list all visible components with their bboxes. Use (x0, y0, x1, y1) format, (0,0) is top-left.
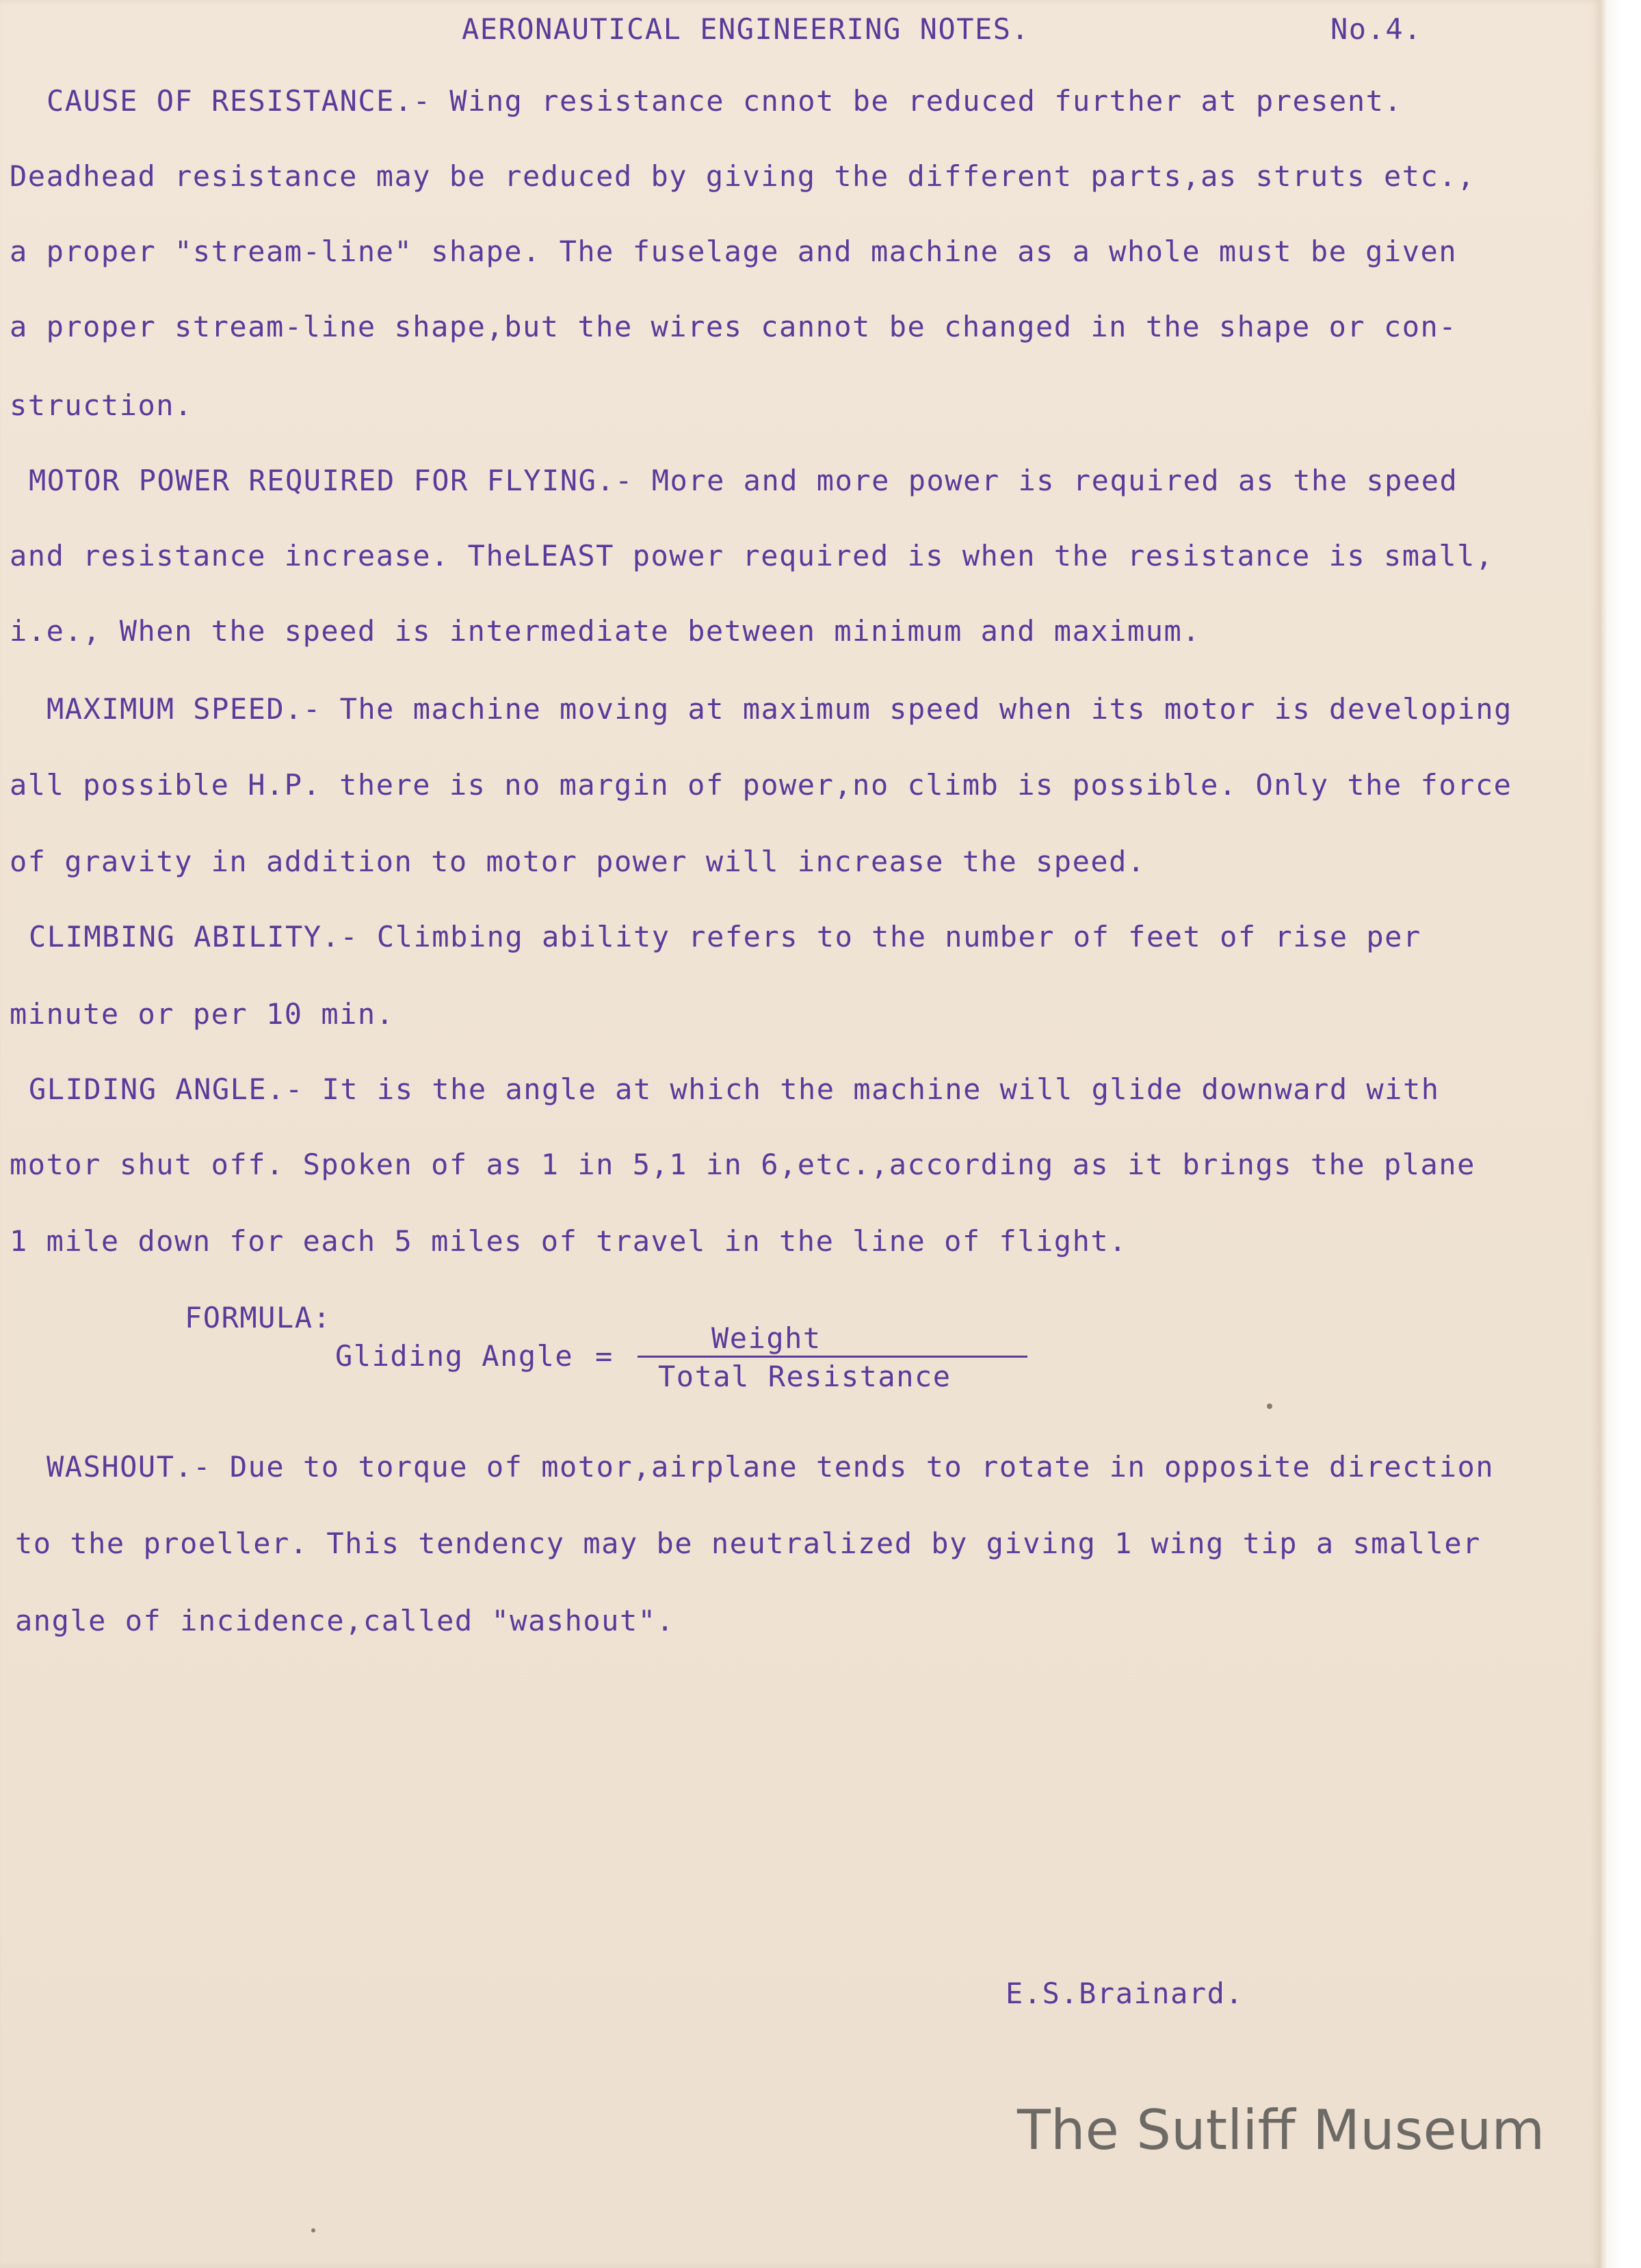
formula-label: FORMULA: (185, 1301, 332, 1334)
text-line: to the proeller. This tendency may be neutralized by giving 1 wing tip a smaller (15, 1527, 1481, 1560)
formula-denominator: Total Resistance (658, 1360, 951, 1393)
formula-equals: = (595, 1339, 614, 1373)
text-line: minute or per 10 min. (10, 997, 395, 1031)
text-line: of gravity in addition to motor power will increase the speed. (10, 845, 1146, 878)
page-edge (1601, 0, 1641, 2268)
text-line: and resistance increase. TheLEAST power required is when the resistance is small, (10, 539, 1494, 572)
text-line: all possible H.P. there is no margin of power,no climb is possible. Only the force (10, 768, 1512, 802)
text-line: MAXIMUM SPEED.- The machine moving at maximum speed when its motor is developing (47, 692, 1512, 726)
text-line: CAUSE OF RESISTANCE.- Wing resistance cnnot be reduced further at present. (47, 84, 1403, 118)
text-line: struction. (10, 388, 193, 422)
formula-lhs: Gliding Angle (335, 1339, 574, 1373)
formula-numerator: Weight (711, 1321, 822, 1355)
text-line: 1 mile down for each 5 miles of travel in the line of flight. (10, 1224, 1127, 1258)
text-line: CLIMBING ABILITY.- Climbing ability refers to the number of feet of rise per (29, 920, 1421, 953)
text-line: a proper stream-line shape,but the wires cannot be changed in the shape or con- (10, 310, 1458, 343)
text-line: WASHOUT.- Due to torque of motor,airplane tends to rotate in opposite direction (47, 1450, 1495, 1484)
fraction-bar (638, 1356, 1027, 1358)
paper-speck (311, 2228, 315, 2232)
text-line: Deadhead resistance may be reduced by giving the different parts,as struts etc., (10, 159, 1475, 193)
paper-speck (1267, 1403, 1272, 1409)
text-line: GLIDING ANGLE.- It is the angle at which the machine will glide downward with (29, 1072, 1440, 1106)
text-line: motor shut off. Spoken of as 1 in 5,1 in 6,etc.,according as it brings the plane (10, 1148, 1475, 1181)
text-line: a proper "stream-line" shape. The fuselage and machine as a whole must be given (10, 235, 1458, 268)
document-number: No.4. (1330, 12, 1422, 46)
text-line: angle of incidence,called "washout". (15, 1604, 675, 1637)
signature: E.S.Brainard. (1006, 1977, 1244, 2010)
text-line: MOTOR POWER REQUIRED FOR FLYING.- More and more power is required as the speed (29, 464, 1458, 497)
watermark: The Sutliff Museum (1017, 2098, 1545, 2162)
document-title: AERONAUTICAL ENGINEERING NOTES. (462, 12, 1030, 46)
text-line: i.e., When the speed is intermediate between minimum and maximum. (10, 614, 1201, 648)
